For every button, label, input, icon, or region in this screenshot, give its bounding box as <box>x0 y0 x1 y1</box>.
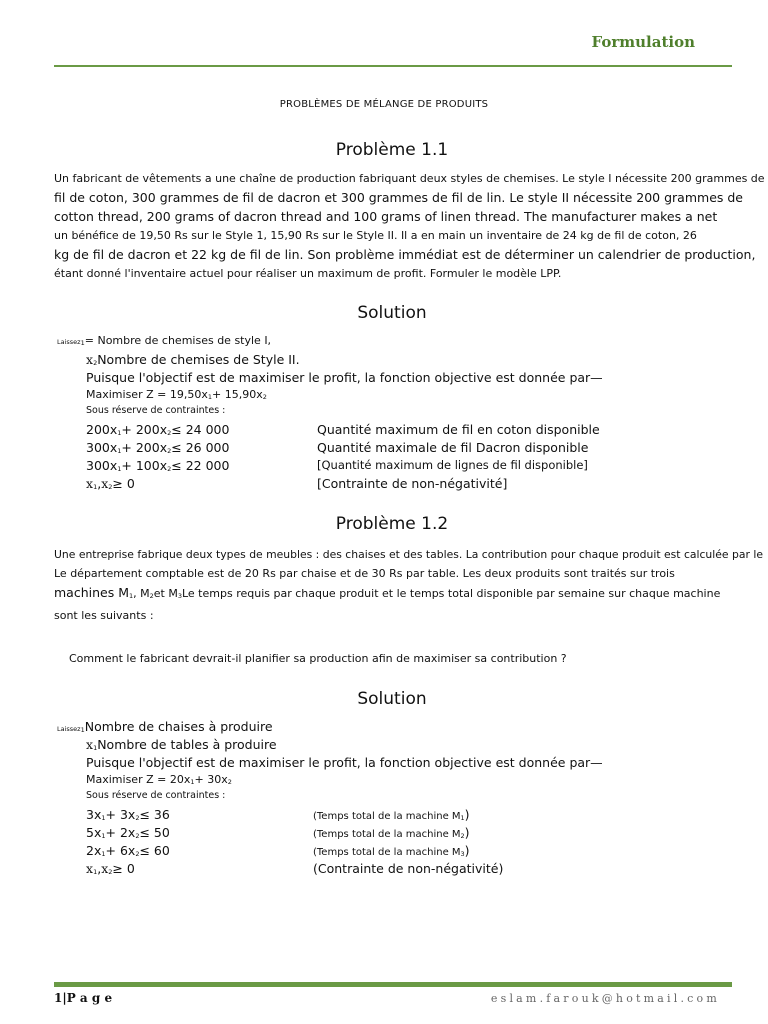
footer-email: eslam.farouk@hotmail.com <box>490 992 720 1005</box>
variable-x: x <box>86 737 94 752</box>
subscript: 1 <box>101 832 106 840</box>
problem-1-line: fil de coton, 300 grammes de fil de dacron et 300 grammes de fil de lin. Le style II nécessite 200 grammes de <box>54 190 743 205</box>
term-b: + 100x <box>121 458 168 473</box>
constraint-row <box>86 440 229 455</box>
solution-2-variable-1 <box>57 719 273 734</box>
solution-1-title: Solution <box>357 303 427 323</box>
constraint-row <box>86 825 170 840</box>
rhs: ≥ 0 <box>112 476 135 491</box>
subscript: 2 <box>135 814 140 822</box>
subscript: 2 <box>93 359 98 367</box>
subscript: 1 <box>101 850 106 858</box>
solution-1-variable-2 <box>86 352 300 367</box>
variable-x: x <box>101 861 109 876</box>
subscript: 1 <box>117 429 122 437</box>
comma: , <box>97 861 102 876</box>
page-number: 1|P a g e <box>54 991 113 1005</box>
close-paren: ) <box>464 825 470 840</box>
machines-sep: et M <box>153 587 178 600</box>
machines-label: machines M <box>54 585 129 600</box>
subscript: 1 <box>207 393 212 401</box>
problem-1-text <box>54 169 765 283</box>
subscript: 2 <box>135 832 140 840</box>
rhs: ≤ 22 000 <box>171 458 230 473</box>
subscript: 1 <box>93 868 98 876</box>
subscript: 2 <box>108 868 113 876</box>
problem-1-line: cotton thread, 200 grams of dacron thread and 100 grams of linen thread. The manufacturer makes a net <box>54 209 718 224</box>
constraint-note: [Quantité maximum de lignes de fil disponible] <box>317 458 588 472</box>
variable-x: x <box>101 476 109 491</box>
nonnegativity-row <box>86 861 135 876</box>
close-paren: ) <box>464 807 470 822</box>
nonnegativity-note: [Contrainte de non-négativité] <box>317 476 508 491</box>
subscript: 2 <box>149 592 154 600</box>
constraint-note: Quantité maximale de fil Dacron disponible <box>317 440 589 455</box>
problem-1-line: Un fabricant de vêtements a une chaîne de production fabriquant deux styles de chemises. Le style I nécessite 200 grammes de <box>54 172 765 185</box>
problem-2-line: Une entreprise fabrique deux types de meubles : des chaises et des tables. La contribution pour chaque produit est calculée par le <box>54 548 763 561</box>
note-text: (Temps total de la machine M <box>313 811 461 822</box>
subscript: 2 <box>262 393 267 401</box>
variable-x: x <box>86 861 94 876</box>
subscript: 2 <box>460 832 465 840</box>
rhs: ≥ 0 <box>112 861 135 876</box>
section-title: PROBLÈMES DE MÉLANGE DE PRODUITS <box>279 99 489 110</box>
constraint-row <box>86 422 229 437</box>
term-a: 200x <box>86 422 118 437</box>
footer-divider <box>54 982 732 987</box>
solution-2-title: Solution <box>357 689 427 709</box>
term-b: + 6x <box>105 843 136 858</box>
problem-1-line: kg de fil de dacron et 22 kg de fil de lin. Son problème immédiat est de déterminer un calendrier de production, <box>54 247 756 262</box>
subscript: 2 <box>227 778 232 786</box>
comma: , <box>97 476 102 491</box>
laissez-label: Laissez <box>57 338 81 346</box>
solution-2-constraints-label: Sous réserve de contraintes : <box>86 790 226 801</box>
problem-1-title: Problème 1.1 <box>335 140 449 160</box>
variable-2-text: Nombre de chemises de Style II. <box>97 352 300 367</box>
problem-2-line: sont les suivants : <box>54 609 154 622</box>
machines-text: Le temps requis par chaque produit et le temps total disponible par semaine sur chaque machine <box>181 587 721 600</box>
problem-2-line: Le département comptable est de 20 Rs par chaise et de 30 Rs par table. Les deux produits sont traités sur trois <box>54 567 675 580</box>
objective-mid: + 15,90x <box>211 388 263 401</box>
subscript: 2 <box>167 465 172 473</box>
objective-mid: + 30x <box>194 773 228 786</box>
subscript: 1 <box>129 592 134 600</box>
constraint-note <box>313 843 470 858</box>
solution-2-objective-intro: Puisque l'objectif est de maximiser le profit, la fonction objective est donnée par— <box>86 755 603 770</box>
close-paren: ) <box>464 843 470 858</box>
term-b: + 200x <box>121 422 168 437</box>
problem-2-text <box>54 545 763 625</box>
subscript: 1 <box>80 339 85 347</box>
laissez-label: Laissez <box>57 725 81 733</box>
problem-2-question: Comment le fabricant devrait-il planifier sa production afin de maximiser sa contribution ? <box>69 652 567 665</box>
rhs: ≤ 36 <box>139 807 170 822</box>
term-b: + 2x <box>105 825 136 840</box>
term-a: 3x <box>86 807 102 822</box>
term-a: 300x <box>86 440 118 455</box>
header-title: Formulation <box>591 33 695 51</box>
nonnegativity-row <box>86 476 135 491</box>
constraint-note <box>313 825 470 840</box>
subscript: 1 <box>117 465 122 473</box>
term-a: 2x <box>86 843 102 858</box>
variable-x: x <box>86 352 94 367</box>
problem-1-line: étant donné l'inventaire actuel pour réaliser un maximum de profit. Formuler le modèle LPP. <box>54 267 562 280</box>
rhs: ≤ 50 <box>139 825 170 840</box>
objective-text: Maximiser Z = 20x <box>86 773 191 786</box>
machines-sep: , M <box>133 587 150 600</box>
term-b: + 3x <box>105 807 136 822</box>
note-text: (Temps total de la machine M <box>313 829 461 840</box>
rhs: ≤ 60 <box>139 843 170 858</box>
solution-1-objective <box>86 388 267 401</box>
constraint-row <box>86 843 170 858</box>
subscript: 2 <box>167 447 172 455</box>
subscript: 2 <box>135 850 140 858</box>
variable-1-text: Nombre de chaises à produire <box>84 719 273 734</box>
subscript: 1 <box>93 483 98 491</box>
variable-x: x <box>86 476 94 491</box>
solution-1-constraints-label: Sous réserve de contraintes : <box>86 405 226 416</box>
subscript: 2 <box>167 429 172 437</box>
solution-2-objective <box>86 773 232 786</box>
rhs: ≤ 26 000 <box>171 440 230 455</box>
subscript: 1 <box>190 778 195 786</box>
constraint-note <box>313 807 470 822</box>
term-a: 300x <box>86 458 118 473</box>
variable-2-text: Nombre de tables à produire <box>97 737 277 752</box>
solution-2-variable-2 <box>86 737 277 752</box>
header-divider <box>54 65 732 67</box>
problem-2-title: Problème 1.2 <box>335 514 449 534</box>
constraint-row <box>86 458 229 473</box>
nonnegativity-note: (Contrainte de non-négativité) <box>313 861 504 876</box>
problem-1-line: un bénéfice de 19,50 Rs sur le Style 1, 15,90 Rs sur le Style II. Il a en main un inventaire de 24 kg de fil de coton, 26 <box>54 229 697 242</box>
problem-2-line <box>54 583 744 606</box>
subscript: 3 <box>460 850 465 858</box>
note-text: (Temps total de la machine M <box>313 847 461 858</box>
term-a: 5x <box>86 825 102 840</box>
objective-text: Maximiser Z = 19,50x <box>86 388 208 401</box>
subscript: 1 <box>93 744 98 752</box>
subscript: 1 <box>101 814 106 822</box>
subscript: 1 <box>80 726 85 734</box>
subscript: 1 <box>117 447 122 455</box>
subscript: 3 <box>177 592 182 600</box>
solution-1-objective-intro: Puisque l'objectif est de maximiser le profit, la fonction objective est donnée par— <box>86 370 603 385</box>
rhs: ≤ 24 000 <box>171 422 230 437</box>
variable-1-text: = Nombre de chemises de style I, <box>84 334 272 347</box>
term-b: + 200x <box>121 440 168 455</box>
constraint-row <box>86 807 170 822</box>
subscript: 2 <box>108 483 113 491</box>
subscript: 1 <box>460 814 465 822</box>
constraint-note: Quantité maximum de fil en coton disponible <box>317 422 600 437</box>
solution-1-variable-1 <box>57 334 271 347</box>
